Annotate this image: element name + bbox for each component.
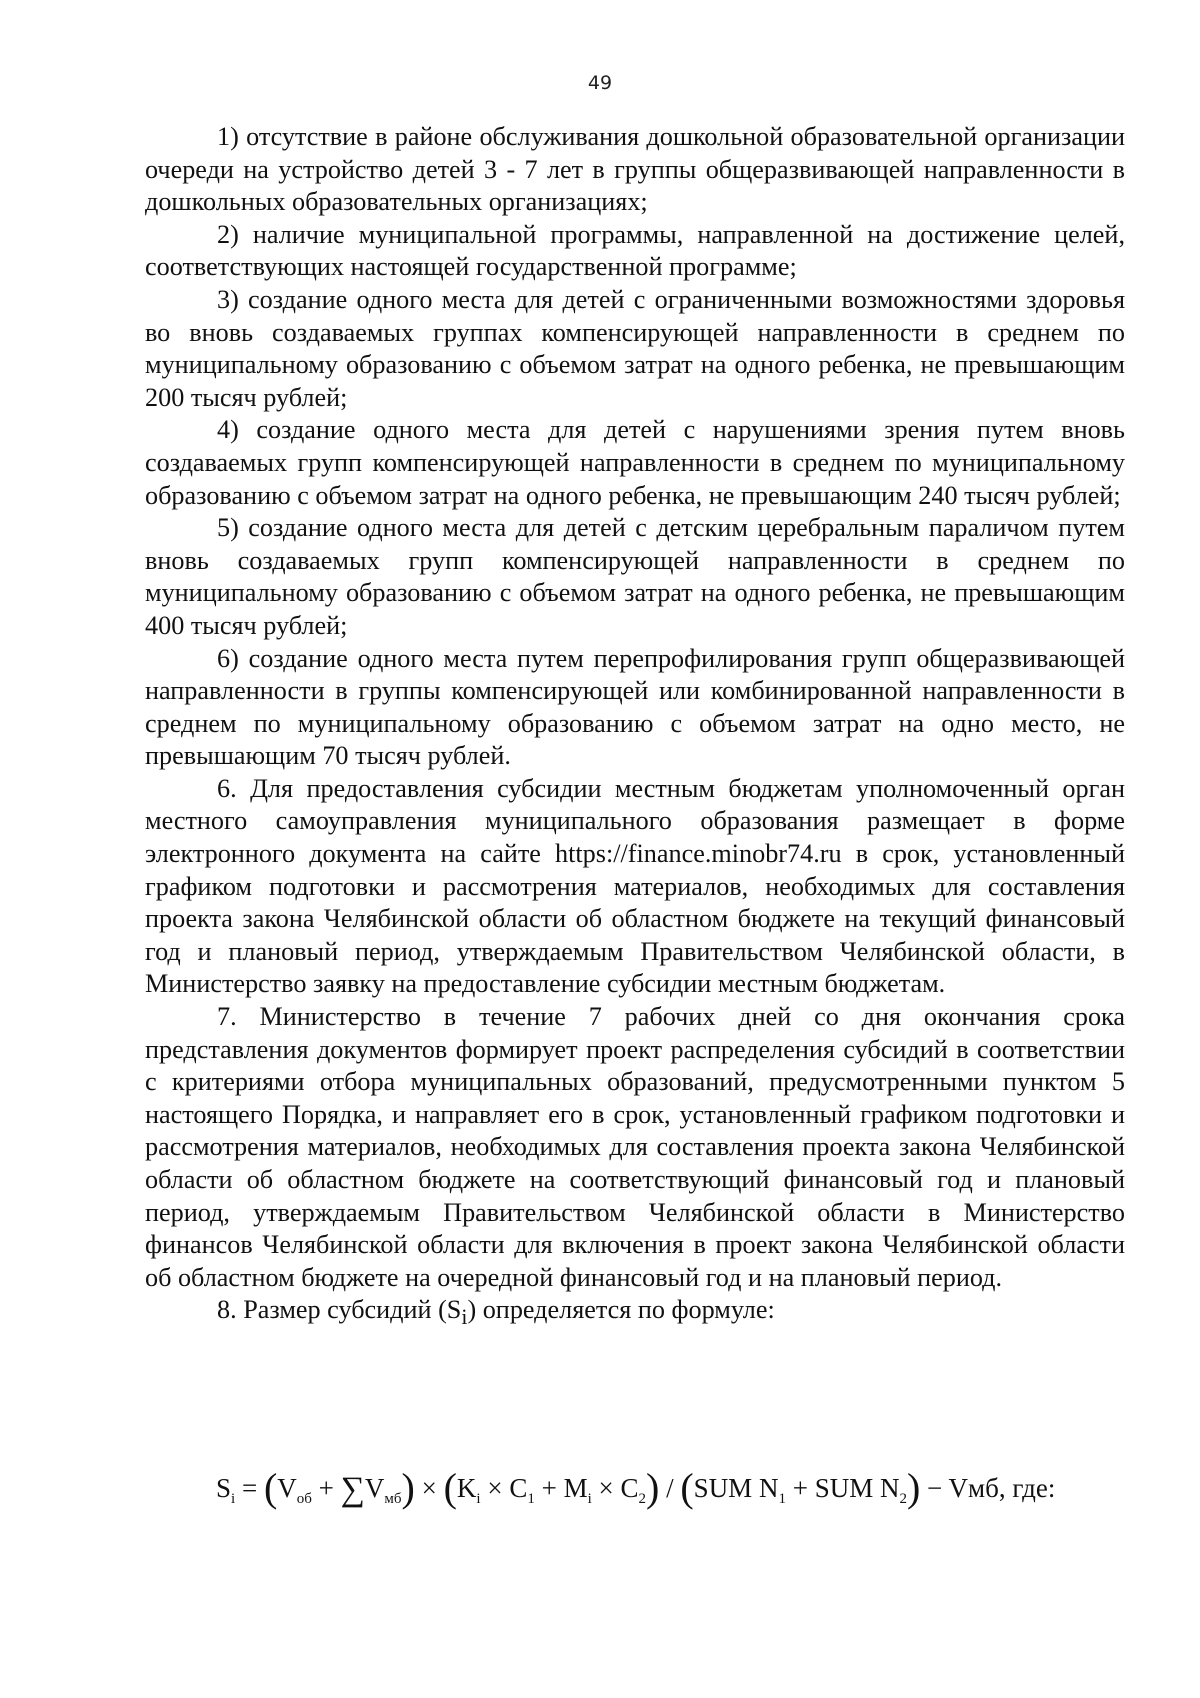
formula-k-sub: i — [476, 1491, 481, 1507]
criterion-5-paragraph: 5) создание одного места для детей с детским церебральным параличом путем вновь создаваемых групп компенсирующей направленности в среднем по муниципальному образованию с объемом затрат на одного ребенка, не превышающим 400 тысяч рублей; — [145, 513, 1125, 640]
section-7-paragraph: 7. Министерство в течение 7 рабочих дней со дня окончания срока представления документов формирует проект распределения субсидий в соответствии с критериями отбора муниципальных образований, предусмотренными пунктом 5 настоящего Порядка, и направляет его в срок, установленный графиком подготовки и рассмотрения материалов, необходимых для составления проекта закона Челябинской области об областном бюджете на соответствующий финансовый год и плановый период, утверждаемым Правительством Челябинской области в Министерство финансов Челябинской области для включения в проект закона Челябинской области об областном бюджете на очередной финансовый год и на плановый период. — [145, 1002, 1125, 1292]
formula-sum-n1: SUM N — [693, 1473, 779, 1503]
formula-m-sub: i — [587, 1491, 592, 1507]
formula-s-sub: i — [231, 1491, 236, 1507]
formula-k: K — [456, 1473, 477, 1503]
formula-minus: − — [920, 1473, 949, 1503]
formula-times-2: × — [480, 1473, 510, 1503]
formula-c1-sub: 1 — [527, 1491, 535, 1507]
formula-intro-after: ) определяется по формуле: — [467, 1295, 775, 1325]
formula-lparen-2: ( — [443, 1465, 457, 1510]
formula-sum-n2: SUM N — [814, 1473, 900, 1503]
criterion-6-paragraph: 6) создание одного места путем перепрофилирования групп общеразвивающей направленности в группы компенсирующей или комбинированной направленности в среднем по муниципальному образованию с объемом затрат на одно место, не превышающим 70 тысяч рублей. — [145, 643, 1125, 771]
formula-s: S — [216, 1473, 232, 1503]
formula-c2-sub: 2 — [638, 1491, 646, 1507]
criterion-2-paragraph: 2) наличие муниципальной программы, направленной на достижение целей, соответствующих настоящей государственной программе; — [145, 219, 1125, 282]
page-number: 49 — [587, 72, 613, 94]
formula-rparen-2: ) — [646, 1465, 660, 1510]
formula-lparen-3: ( — [680, 1465, 694, 1510]
document-body — [145, 121, 1125, 1334]
formula-intro-before: 8. Размер субсидий (S — [217, 1295, 462, 1325]
criterion-4-paragraph: 4) создание одного места для детей с нарушениями зрения путем вновь создаваемых групп компенсирующей направленности в среднем по муниципальному образованию с объемом затрат на одного ребенка, не превышающим 240 тысяч рублей; — [145, 415, 1125, 510]
formula-plus-2: + — [534, 1473, 564, 1503]
formula-m: M — [563, 1473, 588, 1503]
formula-c2: C — [620, 1473, 639, 1503]
formula-times-3: × — [591, 1473, 621, 1503]
formula-times-1: × — [414, 1473, 444, 1503]
criterion-1-paragraph: 1) отсутствие в районе обслуживания дошкольной образовательной организации очереди на устройство детей 3 - 7 лет в группы общеразвивающей направленности в дошкольных образовательных организациях; — [145, 122, 1125, 217]
formula-v-mb-sub: мб — [384, 1491, 402, 1507]
formula-slash: / — [659, 1473, 681, 1503]
formula-sum-n2-sub: 2 — [899, 1491, 907, 1507]
formula-tail: Vмб, где: — [948, 1473, 1056, 1503]
section-8-formula-intro — [145, 1294, 1125, 1334]
formula-equals: = — [235, 1473, 264, 1503]
formula-v-ob: V — [277, 1473, 297, 1503]
subsidy-formula — [216, 1465, 1156, 1510]
formula-plus-1: + — [311, 1473, 341, 1503]
formula-v-mb: V — [364, 1473, 385, 1503]
section-6-paragraph: 6. Для предоставления субсидии местным бюджетам уполномоченный орган местного самоуправления муниципального образования размещает в форме электронного документа на сайте https://finance.minobr74.ru в срок, установленный графиком подготовки и рассмотрения материалов, необходимых для составления проекта закона Челябинской области об областном бюджете на текущий финансовый год и плановый период, утверждаемым Правительством Челябинской области, в Министерство заявку на предоставление субсидии местным бюджетам. — [145, 773, 1125, 999]
formula-rparen-3: ) — [906, 1465, 921, 1510]
formula-intro-subscript: i — [461, 1305, 468, 1330]
formula-c1: C — [509, 1473, 528, 1503]
criterion-3-paragraph: 3) создание одного места для детей с ограниченными возможностями здоровья во вновь создаваемых группах компенсирующей направленности в среднем по муниципальному образованию с объемом затрат на одного ребенка, не превышающим 200 тысяч рублей; — [145, 284, 1125, 412]
formula-plus-3: + — [785, 1473, 815, 1503]
formula-sum-sign: ∑ — [340, 1471, 365, 1508]
formula-lparen-1: ( — [263, 1465, 278, 1510]
formula-sum-n1-sub: 1 — [778, 1491, 786, 1507]
formula-rparen-1: ) — [401, 1465, 415, 1510]
formula-v-ob-sub: об — [296, 1491, 312, 1507]
